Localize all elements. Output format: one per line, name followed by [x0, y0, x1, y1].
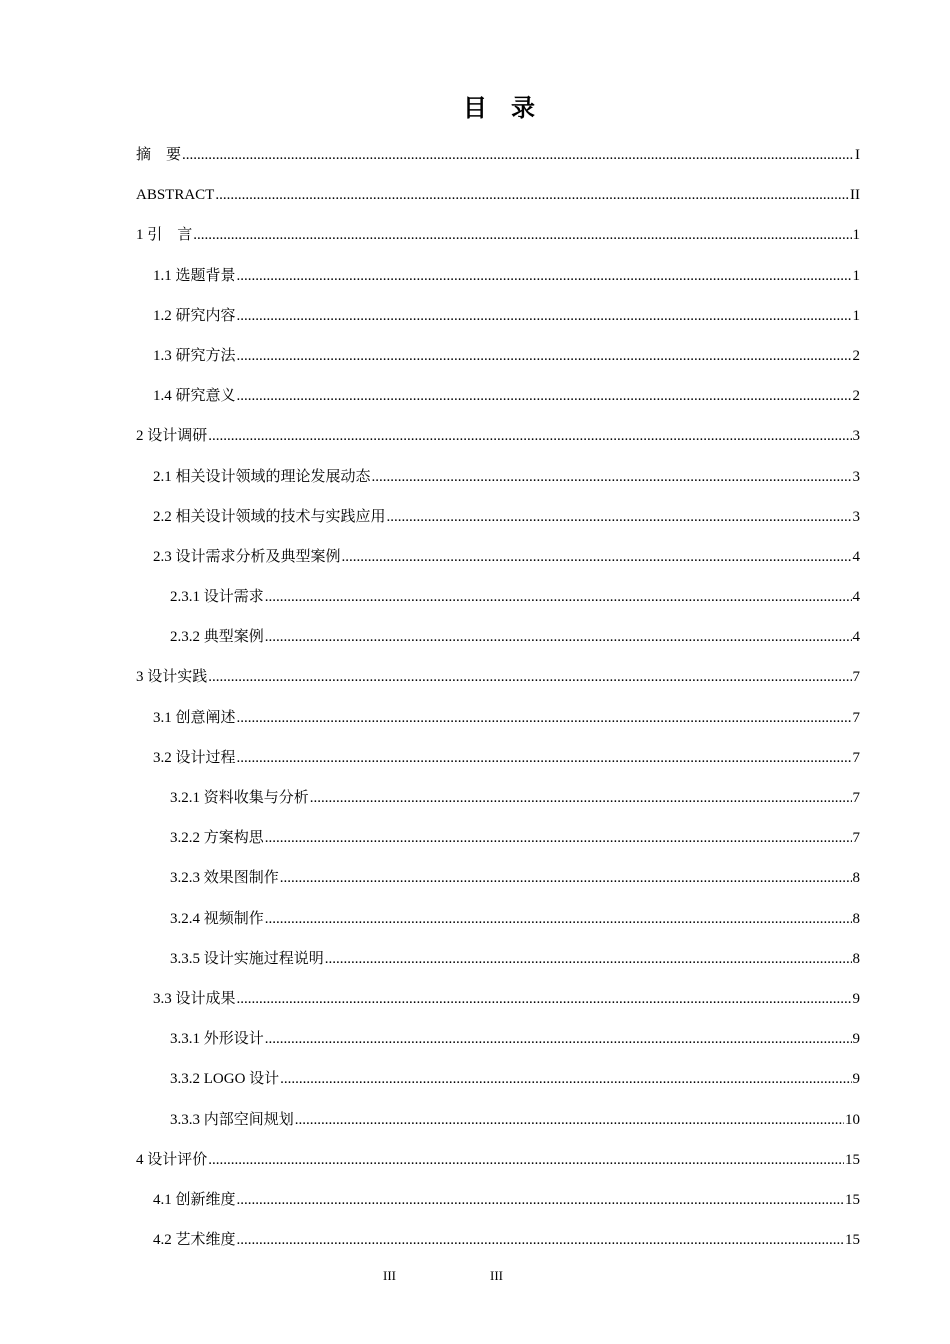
- toc-entry[interactable]: [136, 657, 860, 697]
- toc-leader-dots: [237, 296, 852, 336]
- toc-entry-label: 3.2.3 效果图制作: [170, 870, 279, 887]
- toc-entry-label: 4.1 创新维度: [153, 1191, 236, 1208]
- toc-entry-page: 9: [852, 1071, 860, 1088]
- toc-leader-dots: [237, 376, 852, 416]
- toc-entry[interactable]: [136, 376, 860, 416]
- toc-leader-dots: [295, 1100, 844, 1140]
- toc-entry-label: 4.2 艺术维度: [153, 1232, 236, 1249]
- toc-entry-label: 4 设计评价: [136, 1151, 208, 1168]
- toc-leader-dots: [208, 416, 851, 456]
- toc-leader-dots: [265, 818, 852, 858]
- toc-entry[interactable]: [136, 296, 860, 336]
- toc-entry[interactable]: [136, 1019, 860, 1059]
- toc-entry-label: 3.2.2 方案构思: [170, 830, 264, 847]
- toc-entry-label: 3.3.5 设计实施过程说明: [170, 950, 324, 967]
- toc-entry-page: 15: [845, 1191, 860, 1208]
- toc-entry-page: 1: [852, 267, 860, 284]
- toc-entry-page: 3: [852, 428, 860, 445]
- toc-entry[interactable]: [136, 939, 860, 979]
- toc-entry-page: 7: [852, 830, 860, 847]
- toc-leader-dots: [325, 939, 852, 979]
- toc-entry-label: 3 设计实践: [136, 669, 208, 686]
- toc-entry-page: 4: [852, 629, 860, 646]
- toc-leader-dots: [182, 135, 854, 175]
- page-number-left: III: [383, 1268, 396, 1283]
- toc-leader-dots: [280, 1059, 851, 1099]
- toc-entry-page: 2: [852, 347, 860, 364]
- toc-entry-page: 7: [852, 790, 860, 806]
- toc-entry-label: 3.3 设计成果: [153, 990, 236, 1007]
- toc-entry-label: 1 引 言: [136, 227, 193, 244]
- toc-entry[interactable]: [136, 457, 860, 497]
- toc-entry-label: 1.1 选题背景: [153, 267, 236, 284]
- toc-entry-page: 8: [852, 950, 860, 967]
- toc-entry-page: 9: [852, 990, 860, 1007]
- toc-entry-label: 1.3 研究方法: [153, 347, 236, 364]
- toc-entry-label: 2 设计调研: [136, 428, 208, 445]
- toc-entry[interactable]: [136, 175, 860, 215]
- toc-entry-label: 3.3.3 内部空间规划: [170, 1111, 294, 1128]
- toc-leader-dots: [387, 497, 852, 537]
- toc-entry-label: 2.1 相关设计领域的理论发展动态: [153, 468, 371, 485]
- toc-entry-label: 3.3.2 LOGO 设计: [170, 1071, 280, 1088]
- toc-entry[interactable]: [136, 336, 860, 376]
- toc-entry[interactable]: [136, 537, 860, 577]
- toc-entry-label: 2.2 相关设计领域的技术与实践应用: [153, 508, 386, 525]
- toc-entry-page: 3: [852, 508, 860, 525]
- toc-entry-page: 7: [852, 749, 860, 766]
- toc-leader-dots: [215, 175, 849, 215]
- page-title: 目 录: [463, 96, 535, 122]
- toc-entry[interactable]: [136, 256, 860, 296]
- toc-entry[interactable]: [136, 135, 860, 175]
- page-number-right: III: [490, 1268, 503, 1283]
- toc-entry[interactable]: [136, 416, 860, 456]
- toc-entry[interactable]: [136, 818, 860, 858]
- toc-entry-label: 1.2 研究内容: [153, 307, 236, 324]
- toc-entry[interactable]: [136, 698, 860, 738]
- toc-entry-page: 15: [845, 1151, 860, 1168]
- toc-entry[interactable]: [136, 1180, 860, 1220]
- toc-entry-page: 1: [852, 227, 860, 244]
- toc-entry[interactable]: [136, 215, 860, 255]
- toc-leader-dots: [237, 979, 852, 1019]
- toc-entry[interactable]: [136, 617, 860, 657]
- toc-entry-label: 3.1 创意阐述: [153, 709, 236, 726]
- toc-entry-label: 3.3.1 外形设计: [170, 1031, 264, 1048]
- toc-entry[interactable]: [136, 979, 860, 1019]
- toc-entry-page: 8: [852, 870, 860, 887]
- toc-leader-dots: [265, 577, 852, 617]
- toc-leader-dots: [372, 457, 852, 497]
- toc-entry-page: II: [850, 187, 860, 204]
- toc-leader-dots: [237, 336, 852, 376]
- toc-entry[interactable]: [136, 738, 860, 778]
- toc-entry-label: 3.2.1 资料收集与分析: [170, 790, 309, 806]
- toc-entry[interactable]: [136, 1140, 860, 1180]
- toc-entry-label: 1.4 研究意义: [153, 388, 236, 405]
- toc-leader-dots: [237, 698, 852, 738]
- toc-entry-page: 8: [852, 910, 860, 927]
- toc-entry-page: 10: [845, 1111, 860, 1128]
- toc-entry-page: 15: [845, 1232, 860, 1249]
- toc-leader-dots: [237, 1180, 844, 1220]
- toc-leader-dots: [208, 657, 851, 697]
- toc-entry[interactable]: [136, 899, 860, 939]
- table-of-contents: [136, 135, 860, 1260]
- toc-entry-page: 2: [852, 388, 860, 405]
- toc-leader-dots: [237, 256, 852, 296]
- toc-entry-page: I: [855, 147, 860, 163]
- toc-entry[interactable]: [136, 1059, 860, 1099]
- toc-entry-page: 4: [852, 548, 860, 565]
- toc-leader-dots: [237, 1220, 844, 1260]
- toc-entry-label: 2.3 设计需求分析及典型案例: [153, 548, 341, 565]
- toc-entry-label: 2.3.2 典型案例: [170, 629, 264, 646]
- toc-entry-page: 1: [852, 307, 860, 324]
- toc-entry[interactable]: [136, 577, 860, 617]
- toc-entry-label: 3.2 设计过程: [153, 749, 236, 766]
- toc-leader-dots: [208, 1140, 844, 1180]
- toc-entry-page: 7: [852, 709, 860, 726]
- toc-entry[interactable]: [136, 1220, 860, 1260]
- toc-leader-dots: [342, 537, 852, 577]
- toc-entry-label: 摘 要: [136, 147, 182, 163]
- toc-entry-page: 9: [852, 1031, 860, 1048]
- toc-leader-dots: [193, 215, 851, 255]
- toc-entry[interactable]: [136, 497, 860, 537]
- toc-entry-page: 7: [852, 669, 860, 686]
- toc-entry[interactable]: [136, 1100, 860, 1140]
- toc-leader-dots: [265, 899, 852, 939]
- toc-entry-label: ABSTRACT: [136, 187, 215, 204]
- toc-leader-dots: [237, 738, 852, 778]
- toc-entry-label: 2.3.1 设计需求: [170, 589, 264, 606]
- toc-entry-page: 3: [852, 468, 860, 485]
- toc-leader-dots: [265, 617, 852, 657]
- toc-entry-page: 4: [852, 589, 860, 606]
- toc-leader-dots: [310, 778, 852, 818]
- toc-entry[interactable]: [136, 778, 860, 818]
- toc-entry[interactable]: [136, 858, 860, 898]
- toc-leader-dots: [265, 1019, 852, 1059]
- toc-entry-label: 3.2.4 视频制作: [170, 910, 264, 927]
- toc-leader-dots: [280, 858, 852, 898]
